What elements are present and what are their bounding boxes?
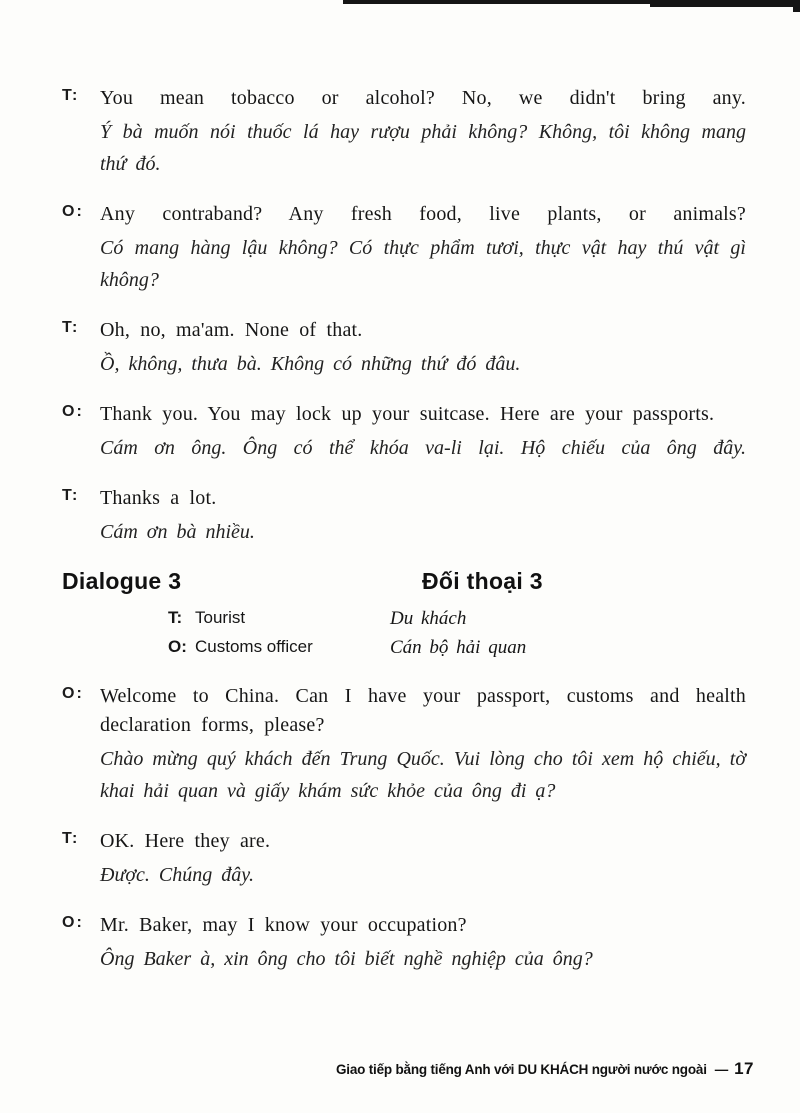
dialogue-turn — [62, 682, 746, 807]
vietnamese-line: Cám ơn ông. Ông có thể khóa va-li lại. Hộ chiếu của ông đây. — [100, 437, 746, 459]
scan-artifact-corner-mark — [793, 0, 800, 12]
legend-row — [62, 637, 746, 666]
english-line: Any contraband? Any fresh food, live plants, or animals? — [100, 203, 746, 225]
english-line: OK. Here they are. — [100, 830, 271, 852]
turn-lines — [100, 682, 746, 807]
vietnamese-line: Cám ơn bà nhiều. — [100, 521, 255, 543]
footer-text: Giao tiếp bằng tiếng Anh với DU KHÁCH người nước ngoài — [335, 1062, 707, 1077]
dialogue-turn — [62, 316, 746, 380]
speaker-label: T: — [62, 487, 80, 504]
speaker-label: O: — [62, 914, 84, 931]
speaker-label: T: — [62, 830, 80, 847]
vietnamese-line: Có mang hàng lậu không? Có thực phẩm tươi, thực vật hay thú vật gì không? — [100, 237, 746, 291]
turn-lines — [100, 484, 746, 548]
page-content — [62, 84, 746, 995]
dialogue3-title-vietnamese: Đối thoại 3 — [422, 568, 543, 594]
legend-name: Tourist — [195, 608, 246, 627]
turn-lines — [100, 400, 746, 464]
turn-lines — [100, 911, 746, 975]
english-line: Mr. Baker, may I know your occupation? — [100, 914, 467, 936]
speaker-legend — [62, 608, 746, 666]
vietnamese-line: Ý bà muốn nói thuốc lá hay rượu phải không? Không, tôi không mang thứ đó. — [100, 121, 746, 175]
turn-lines — [100, 84, 746, 180]
page-footer — [336, 1059, 754, 1079]
vietnamese-line: Ông Baker à, xin ông cho tôi biết nghề nghiệp của ông? — [100, 948, 593, 970]
legend-key: T: — [168, 608, 183, 627]
vietnamese-line: Ồ, không, thưa bà. Không có những thứ đó đâu. — [100, 353, 521, 375]
footer-page-number: 17 — [734, 1059, 754, 1078]
scan-artifact-top-bar-tail — [650, 0, 800, 7]
dialogue3-title-english: Dialogue 3 — [62, 568, 182, 594]
legend-translation: Du khách — [390, 608, 467, 629]
vietnamese-line: Chào mừng quý khách đến Trung Quốc. Vui lòng cho tôi xem hộ chiếu, tờ khai hải quan và giấy khám sức khỏe của ông đi ạ? — [100, 748, 746, 802]
speaker-label: T: — [62, 319, 80, 336]
dialogue-turn — [62, 200, 746, 296]
speaker-label: T: — [62, 87, 80, 104]
english-line: Thank you. You may lock up your suitcase. Here are your passports. — [100, 403, 715, 425]
vietnamese-line: Được. Chúng đây. — [100, 864, 255, 886]
dialogue-turn — [62, 484, 746, 548]
speaker-label: O: — [62, 403, 84, 420]
dialogue-turn — [62, 827, 746, 891]
speaker-label: O: — [62, 203, 84, 220]
english-line: You mean tobacco or alcohol? No, we didn't bring any. — [100, 87, 746, 109]
dialogue3-heading — [62, 568, 746, 600]
english-line: Oh, no, ma'am. None of that. — [100, 319, 363, 341]
dialogue-turn — [62, 400, 746, 464]
turn-lines — [100, 316, 746, 380]
english-line: Welcome to China. Can I have your passport, customs and health declaration forms, please? — [100, 685, 746, 736]
speaker-label: O: — [62, 685, 84, 702]
dialogue-turn — [62, 911, 746, 975]
dialogue-turn — [62, 84, 746, 180]
legend-translation: Cán bộ hải quan — [390, 637, 527, 658]
legend-name: Customs officer — [195, 637, 313, 656]
turn-lines — [100, 827, 746, 891]
english-line: Thanks a lot. — [100, 487, 217, 509]
turn-lines — [100, 200, 746, 296]
legend-row — [62, 608, 746, 637]
legend-key: O: — [168, 637, 187, 656]
footer-dash: — — [714, 1062, 729, 1077]
